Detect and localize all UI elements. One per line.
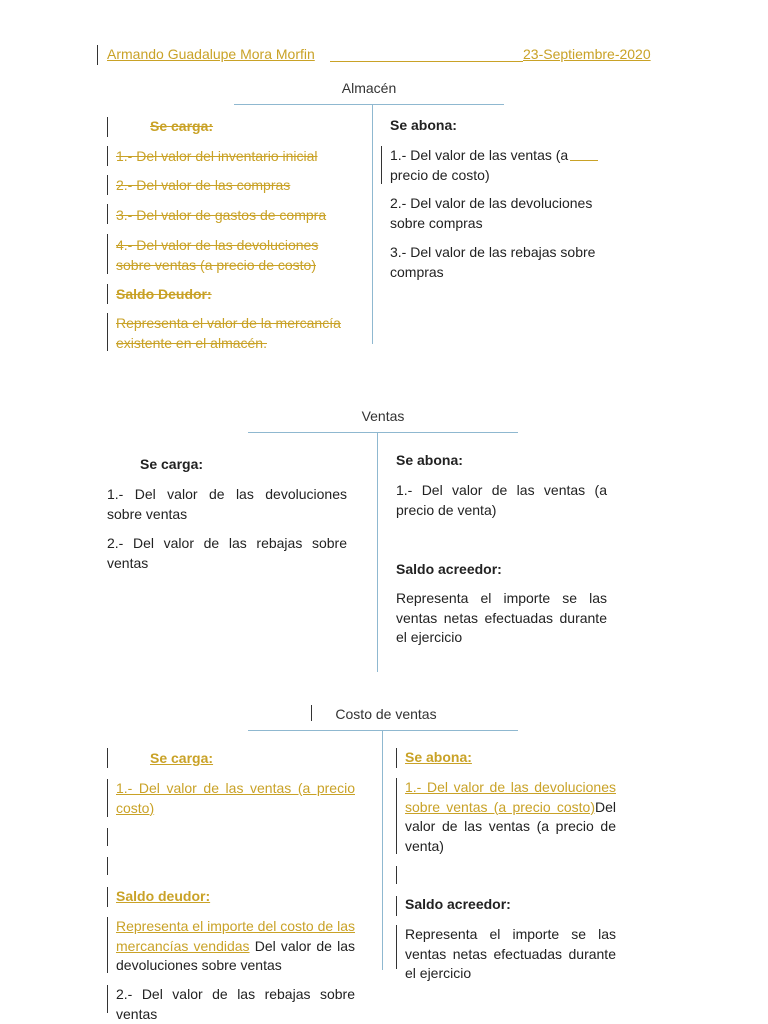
almacen-saldo-heading: Saldo Deudor: (116, 286, 212, 302)
ventas-saldo-heading: Saldo acreedor: (396, 561, 502, 577)
costo-carga-item: 1.- Del valor de las ventas (a precio costo) (116, 780, 355, 816)
costo-carga-heading: Se carga: (150, 750, 214, 766)
costo-carga-item: 2.- Del valor de las rebajas sobre ventas (116, 986, 355, 1022)
header-underline (330, 46, 523, 62)
blank-underline (570, 148, 598, 161)
costo-t-horizontal (248, 730, 518, 731)
costo-saldo-text (116, 917, 355, 976)
ventas-t-vertical (377, 432, 378, 672)
costo-saldo-text-plain: Del valor de las devoluciones sobre ventas (116, 937, 355, 973)
costo-saldo-text-colored: Representa el importe del costo de las mercancías vendidas (116, 918, 355, 954)
almacen-carga-item: 2.- Del valor de las compras (116, 177, 291, 193)
almacen-carga-heading: Se carga: (150, 118, 214, 134)
almacen-saldo-text: Representa el valor de la mercancía existente en el almacén. (116, 315, 341, 351)
ventas-t-horizontal (248, 432, 518, 433)
ventas-carga-item: 1.- Del valor de las devoluciones sobre ventas (107, 486, 347, 522)
document-date: 23-Septiembre-2020 (523, 46, 651, 62)
costo-abona-heading: Se abona: (405, 749, 472, 765)
costo-saldo2-text: Representa el importe se las ventas netas efectuadas durante el ejercicio (405, 926, 616, 981)
ventas-carga-heading: Se carga: (140, 456, 204, 472)
almacen-abona-heading: Se abona: (390, 117, 457, 133)
ventas-carga-item: 2.- Del valor de las rebajas sobre ventas (107, 535, 347, 571)
ventas-abona-heading: Se abona: (396, 452, 463, 468)
almacen-t-horizontal (234, 104, 504, 105)
almacen-abona-item: 3.- Del valor de las rebajas sobre compras (390, 244, 596, 280)
almacen-abona-item: 2.- Del valor de las devoluciones sobre compras (390, 195, 593, 231)
author-name: Armando Guadalupe Mora Morfin (107, 46, 315, 62)
costo-title: Costo de ventas (335, 706, 437, 722)
almacen-t-vertical (372, 104, 373, 344)
ventas-saldo-text: Representa el importe se las ventas netas efectuadas durante el ejercicio (396, 590, 607, 645)
costo-saldo2-heading: Saldo acreedor: (405, 896, 511, 912)
cursor-mark (97, 45, 98, 65)
almacen-carga-item: 3.- Del valor de gastos de compra (116, 207, 327, 223)
almacen-carga-item: 4.- Del valor de las devoluciones sobre ventas (a precio de costo) (116, 237, 319, 273)
costo-abona-item-plain: Del valor de las ventas (a precio de venta) (405, 798, 616, 854)
costo-saldo-heading: Saldo deudor: (116, 888, 211, 904)
almacen-carga-item: 1.- Del valor del inventario inicial (116, 148, 318, 164)
almacen-title: Almacén (341, 80, 397, 96)
costo-abona-item-colored: 1.- Del valor de las devoluciones sobre ventas (a precio costo) (405, 779, 616, 815)
almacen-abona-item: 1.- Del valor de las ventas (a precio de costo) (390, 147, 569, 183)
costo-t-vertical (382, 730, 383, 970)
costo-abona-item (405, 778, 616, 856)
ventas-abona-item: 1.- Del valor de las ventas (a precio de venta) (396, 482, 607, 518)
ventas-title: Ventas (361, 408, 405, 424)
